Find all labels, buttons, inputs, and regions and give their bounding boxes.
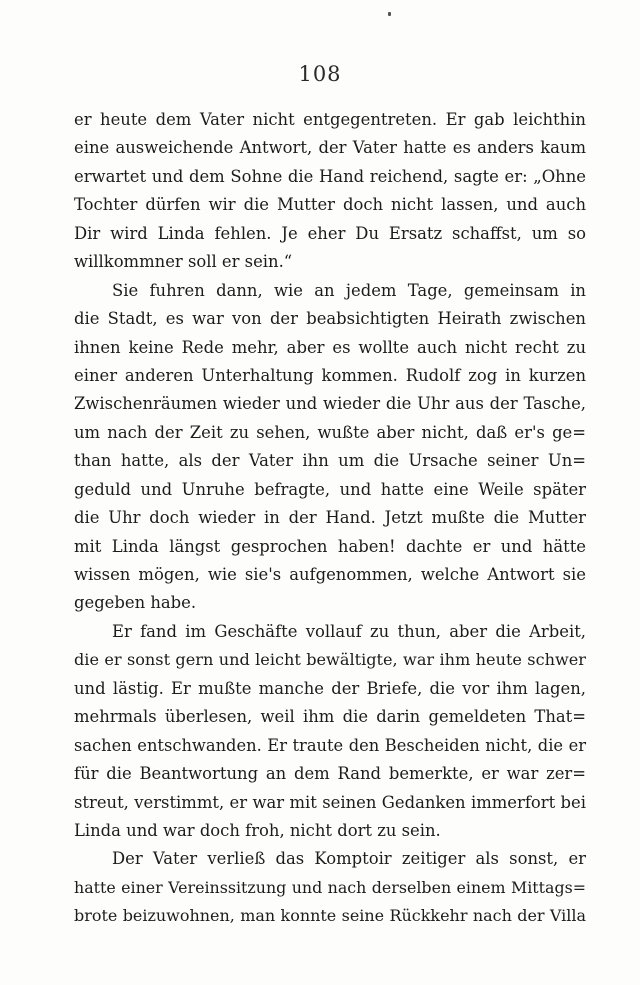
text-line: hatte einer Vereinssitzung und nach derselben einem Mittags= xyxy=(74,877,586,897)
text-line: und lästig. Er mußte manche der Briefe, die vor ihm lagen, xyxy=(74,678,586,698)
text-line: mit Linda längst gesprochen haben! dachte er und hätte xyxy=(74,536,586,556)
text-line: streut, verstimmt, er war mit seinen Gedanken immerfort bei xyxy=(74,792,586,812)
text-line: er heute dem Vater nicht entgegentreten. Er gab leichthin xyxy=(74,110,586,129)
text-line: die Stadt, es war von der beabsichtigten Heirath zwischen xyxy=(74,309,586,329)
paragraph-start-line: Er fand im Geschäfte vollauf zu thun, aber die Arbeit, xyxy=(112,621,586,641)
text-line: für die Beantwortung an dem Rand bemerkte, er war zer= xyxy=(74,764,586,784)
text-line: Dir wird Linda fehlen. Je eher Du Ersatz schaffst, um so xyxy=(74,223,586,243)
text-line: um nach der Zeit zu sehen, wußte aber nicht, daß er's ge= xyxy=(74,422,586,442)
text-line: wissen mögen, wie sie's aufgenommen, welche Antwort sie xyxy=(74,565,586,584)
page-number: 108 xyxy=(298,62,342,86)
text-line: die Uhr doch wieder in der Hand. Jetzt mußte die Mutter xyxy=(74,508,586,528)
text-line: einer anderen Unterhaltung kommen. Rudolf zog in kurzen xyxy=(74,365,586,385)
print-speck xyxy=(388,12,391,16)
text-line: Tochter dürfen wir die Mutter doch nicht lassen, und auch xyxy=(74,195,586,215)
paragraph-start-line: Sie fuhren dann, wie an jedem Tage, gemeinsam in xyxy=(112,280,586,300)
text-line: erwartet und dem Sohne die Hand reichend, sagte er: „Ohne xyxy=(74,166,586,186)
text-line: sachen entschwanden. Er traute den Bescheiden nicht, die er xyxy=(74,735,586,755)
text-line: mehrmals überlesen, weil ihm die darin gemeldeten That= xyxy=(74,707,586,727)
text-line: Zwischenräumen wieder und wieder die Uhr aus der Tasche, xyxy=(74,394,586,414)
text-line: Linda und war doch froh, nicht dort zu sein. xyxy=(74,820,441,840)
text-line: eine ausweichende Antwort, der Vater hatte es anders kaum xyxy=(74,138,586,158)
paragraph-start-line: Der Vater verließ das Komptoir zeitiger als sonst, er xyxy=(112,849,586,869)
text-line: willkommner soll er sein.“ xyxy=(74,252,293,272)
text-line: gegeben habe. xyxy=(74,593,197,613)
text-line: die er sonst gern und leicht bewältigte, war ihm heute schwer xyxy=(74,650,586,670)
body-text xyxy=(74,106,586,931)
text-line: brote beizuwohnen, man konnte seine Rückkehr nach der Villa xyxy=(74,906,586,926)
text-line: than hatte, als der Vater ihn um die Ursache seiner Un= xyxy=(74,451,586,471)
text-line: ihnen keine Rede mehr, aber es wollte auch nicht recht zu xyxy=(74,337,586,357)
text-line: geduld und Unruhe befragte, und hatte eine Weile später xyxy=(74,479,586,499)
